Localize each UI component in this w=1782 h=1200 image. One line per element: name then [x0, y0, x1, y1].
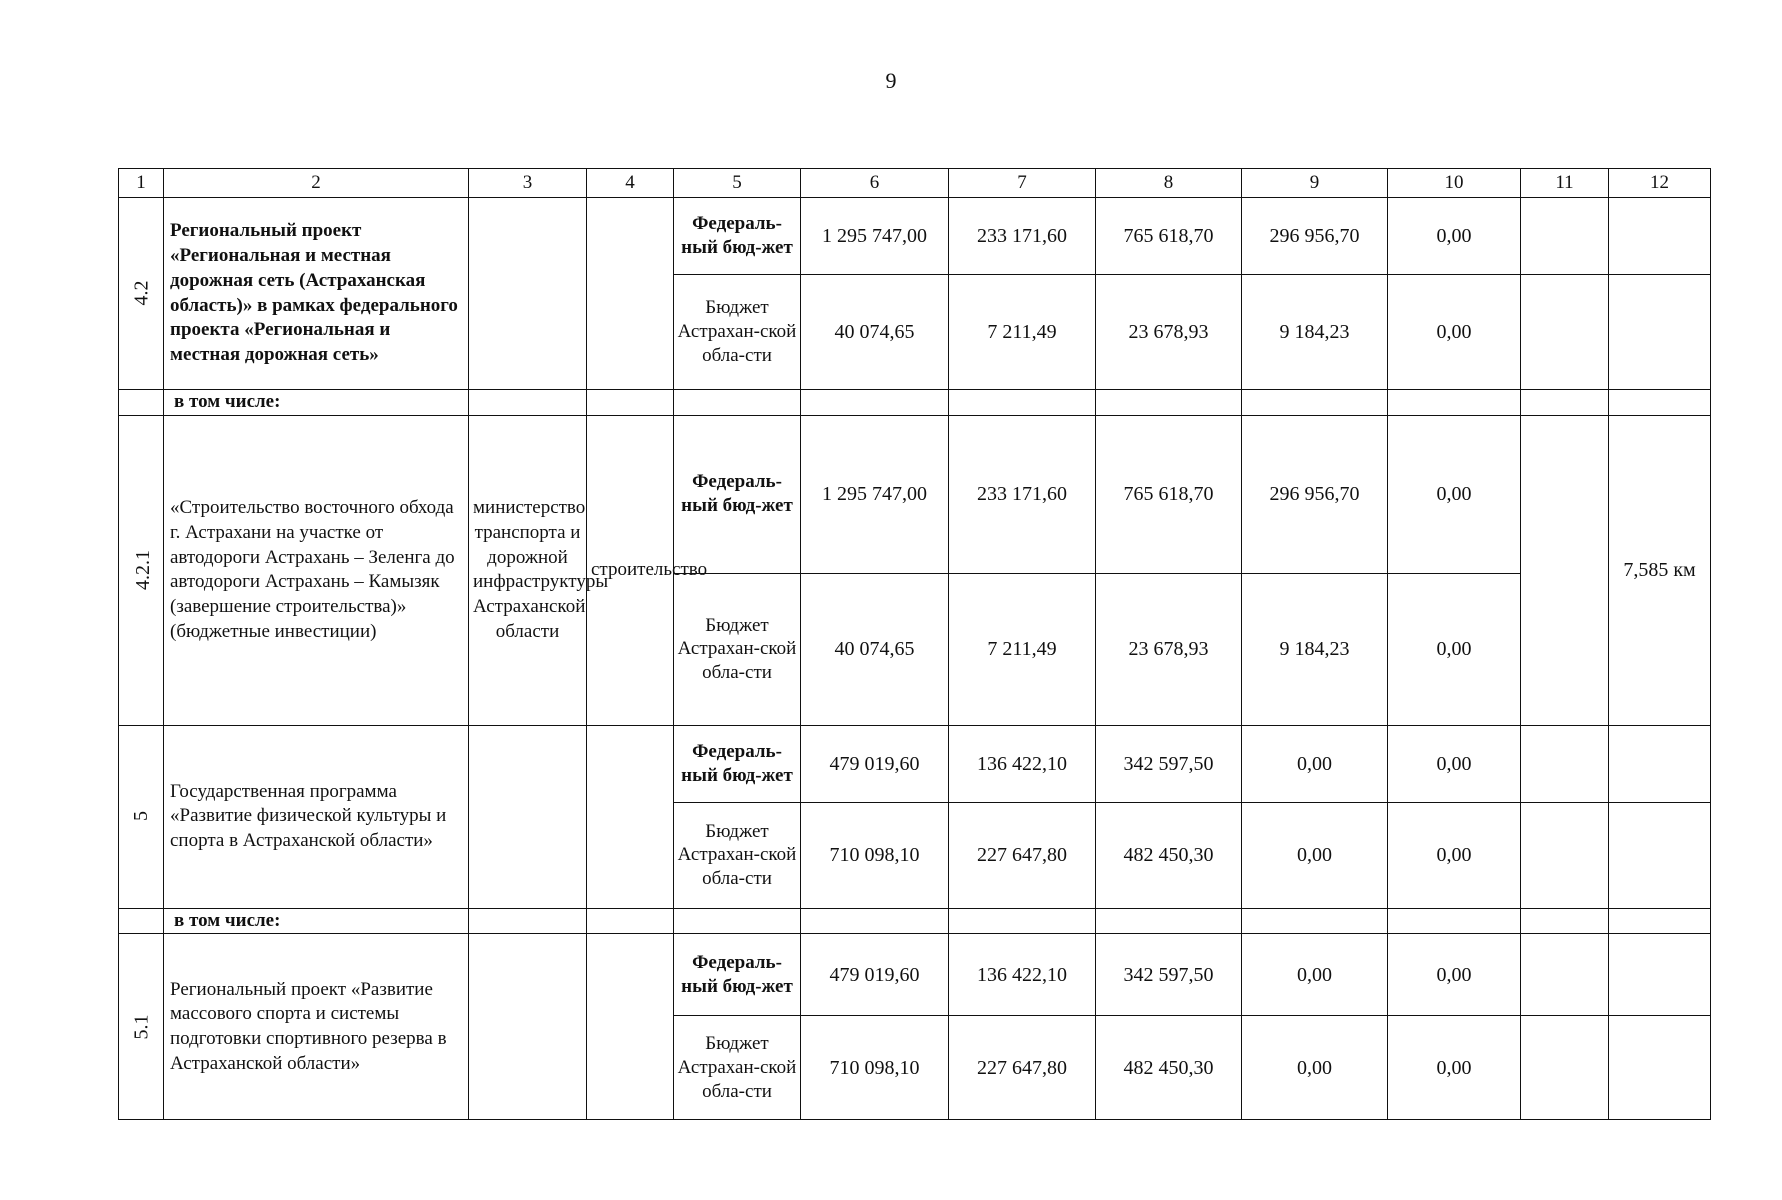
amount-year-3: 296 956,70 — [1242, 415, 1388, 573]
table-row — [119, 415, 1711, 573]
col-header-1: 1 — [119, 169, 164, 198]
table-row — [119, 934, 1711, 1016]
label-row — [119, 390, 1711, 416]
amount-year-3: 9 184,23 — [1242, 573, 1388, 725]
type-cell — [587, 198, 674, 390]
amount-total: 1 295 747,00 — [801, 198, 949, 275]
table-row — [119, 198, 1711, 275]
funding-source: Федераль-ный бюд-жет — [674, 198, 801, 275]
amount-total: 710 098,10 — [801, 802, 949, 908]
empty-cell — [1521, 198, 1609, 275]
amount-year-1: 233 171,60 — [949, 415, 1096, 573]
amount-total: 710 098,10 — [801, 1016, 949, 1120]
amount-year-4: 0,00 — [1388, 1016, 1521, 1120]
funding-source: Бюджет Астрахан-ской обла-сти — [674, 802, 801, 908]
amount-year-1: 7 211,49 — [949, 573, 1096, 725]
empty-cell — [1609, 934, 1711, 1016]
funding-source: Бюджет Астрахан-ской обла-сти — [674, 275, 801, 390]
amount-year-4: 0,00 — [1388, 802, 1521, 908]
funding-source: Федераль-ный бюд-жет — [674, 415, 801, 573]
col-header-9: 9 — [1242, 169, 1388, 198]
empty-cell — [1521, 802, 1609, 908]
amount-year-4: 0,00 — [1388, 725, 1521, 802]
amount-year-2: 482 450,30 — [1096, 1016, 1242, 1120]
including-label: в том числе: — [164, 908, 469, 934]
amount-year-2: 23 678,93 — [1096, 573, 1242, 725]
amount-year-3: 296 956,70 — [1242, 198, 1388, 275]
row-number: 4.2 — [119, 198, 164, 390]
col-header-11: 11 — [1521, 169, 1609, 198]
amount-year-2: 765 618,70 — [1096, 415, 1242, 573]
amount-year-2: 23 678,93 — [1096, 275, 1242, 390]
amount-year-3: 0,00 — [1242, 725, 1388, 802]
col-header-7: 7 — [949, 169, 1096, 198]
executor-cell — [469, 198, 587, 390]
amount-year-1: 233 171,60 — [949, 198, 1096, 275]
label-row — [119, 908, 1711, 934]
project-name: Государственная программа «Развитие физической культуры и спорта в Астраханской области» — [164, 725, 469, 908]
type-cell — [587, 725, 674, 908]
empty-cell — [1521, 1016, 1609, 1120]
amount-total: 40 074,65 — [801, 573, 949, 725]
funding-source: Федераль-ный бюд-жет — [674, 725, 801, 802]
col-header-10: 10 — [1388, 169, 1521, 198]
empty-cell — [1609, 1016, 1711, 1120]
empty-cell — [1609, 275, 1711, 390]
budget-table — [118, 168, 1711, 1120]
empty-cell — [1609, 802, 1711, 908]
col-header-4: 4 — [587, 169, 674, 198]
empty-cell — [1521, 934, 1609, 1016]
empty-cell — [1609, 725, 1711, 802]
amount-total: 40 074,65 — [801, 275, 949, 390]
empty-cell — [119, 908, 164, 934]
result-indicator: 7,585 км — [1609, 415, 1711, 725]
type-cell: строительство — [587, 415, 674, 725]
col-header-8: 8 — [1096, 169, 1242, 198]
row-number: 5 — [119, 725, 164, 908]
empty-cell — [1521, 275, 1609, 390]
table-row — [119, 725, 1711, 802]
amount-year-2: 342 597,50 — [1096, 934, 1242, 1016]
amount-total: 1 295 747,00 — [801, 415, 949, 573]
col-header-2: 2 — [164, 169, 469, 198]
empty-cell — [1521, 415, 1609, 725]
executor-cell — [469, 725, 587, 908]
amount-year-4: 0,00 — [1388, 573, 1521, 725]
amount-year-4: 0,00 — [1388, 415, 1521, 573]
row-number: 4.2.1 — [119, 415, 164, 725]
including-label: в том числе: — [164, 390, 469, 416]
amount-year-1: 7 211,49 — [949, 275, 1096, 390]
project-name: Региональный проект «Развитие массового спорта и системы подготовки спортивного резерва в Астраханской области» — [164, 934, 469, 1120]
amount-year-1: 136 422,10 — [949, 934, 1096, 1016]
project-name: Региональный проект «Региональная и местная дорожная сеть (Астраханская область)» в рамках федерального проекта «Региональная и местная дорожная сеть» — [164, 198, 469, 390]
col-header-12: 12 — [1609, 169, 1711, 198]
empty-cell — [1609, 198, 1711, 275]
project-name: «Строительство восточного обхода г. Астрахани на участке от автодороги Астрахань – Зеленга до автодороги Астрахань – Камызяк (завершение строительства)» (бюджетные инвестиции) — [164, 415, 469, 725]
column-number-row — [119, 169, 1711, 198]
funding-source: Федераль-ный бюд-жет — [674, 934, 801, 1016]
col-header-6: 6 — [801, 169, 949, 198]
amount-year-1: 227 647,80 — [949, 1016, 1096, 1120]
funding-source: Бюджет Астрахан-ской обла-сти — [674, 1016, 801, 1120]
amount-year-3: 0,00 — [1242, 934, 1388, 1016]
amount-year-4: 0,00 — [1388, 934, 1521, 1016]
amount-year-4: 0,00 — [1388, 198, 1521, 275]
empty-cell — [119, 390, 164, 416]
amount-year-2: 765 618,70 — [1096, 198, 1242, 275]
amount-year-3: 0,00 — [1242, 802, 1388, 908]
amount-year-4: 0,00 — [1388, 275, 1521, 390]
amount-year-1: 136 422,10 — [949, 725, 1096, 802]
executor-cell — [469, 934, 587, 1120]
amount-year-1: 227 647,80 — [949, 802, 1096, 908]
executor-cell: министерство транспорта и дорожной инфраструктуры Астраханской области — [469, 415, 587, 725]
type-cell — [587, 934, 674, 1120]
funding-source: Бюджет Астрахан-ской обла-сти — [674, 573, 801, 725]
page-number: 9 — [885, 68, 897, 93]
amount-year-2: 482 450,30 — [1096, 802, 1242, 908]
amount-year-3: 0,00 — [1242, 1016, 1388, 1120]
amount-year-3: 9 184,23 — [1242, 275, 1388, 390]
col-header-5: 5 — [674, 169, 801, 198]
empty-cell — [1521, 725, 1609, 802]
amount-total: 479 019,60 — [801, 934, 949, 1016]
amount-total: 479 019,60 — [801, 725, 949, 802]
col-header-3: 3 — [469, 169, 587, 198]
row-number: 5.1 — [119, 934, 164, 1120]
amount-year-2: 342 597,50 — [1096, 725, 1242, 802]
